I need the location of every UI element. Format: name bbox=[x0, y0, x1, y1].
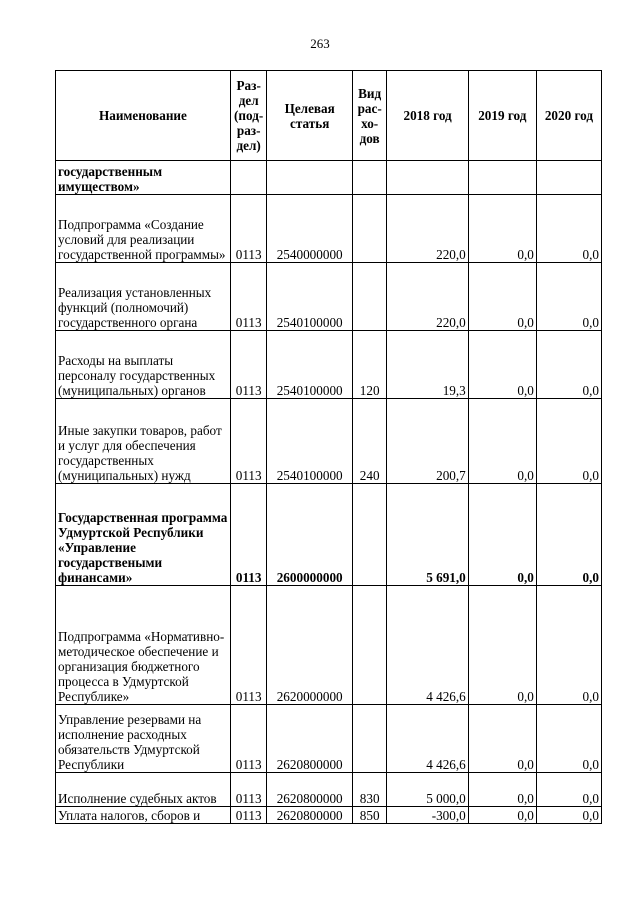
header-section: Раз- дел (под- раз- дел) bbox=[230, 71, 267, 161]
cell-section: 0113 bbox=[230, 586, 267, 705]
cell-2020: 0,0 bbox=[536, 331, 601, 399]
cell-section: 0113 bbox=[230, 331, 267, 399]
cell-2018: 200,7 bbox=[387, 399, 468, 484]
cell-2018: 4 426,6 bbox=[387, 586, 468, 705]
cell-2020: 0,0 bbox=[536, 195, 601, 263]
table-header-row bbox=[56, 71, 602, 161]
table-row bbox=[56, 807, 602, 824]
cell-name: Подпрограмма «Создание условий для реализации государственной программы» bbox=[56, 195, 231, 263]
header-2020: 2020 год bbox=[536, 71, 601, 161]
cell-2019: 0,0 bbox=[468, 331, 536, 399]
cell-2018 bbox=[387, 161, 468, 195]
cell-name: Расходы на выплаты персоналу государственных (муниципальных) органов bbox=[56, 331, 231, 399]
cell-name: Государственная программа Удмуртской Республики «Управление государствеными финансами» bbox=[56, 484, 231, 586]
header-2019: 2019 год bbox=[468, 71, 536, 161]
cell-2019: 0,0 bbox=[468, 399, 536, 484]
cell-2019: 0,0 bbox=[468, 484, 536, 586]
cell-target: 2620800000 bbox=[267, 807, 352, 824]
cell-name: Подпрограмма «Нормативно-методическое обеспечение и организация бюджетного процесса в Удмуртской Республике» bbox=[56, 586, 231, 705]
cell-target: 2540100000 bbox=[267, 331, 352, 399]
table-row bbox=[56, 399, 602, 484]
table-row bbox=[56, 586, 602, 705]
cell-2018: 220,0 bbox=[387, 195, 468, 263]
cell-2020: 0,0 bbox=[536, 484, 601, 586]
table-row bbox=[56, 773, 602, 807]
budget-table bbox=[55, 70, 602, 824]
table-row bbox=[56, 161, 602, 195]
cell-type bbox=[352, 484, 387, 586]
cell-type: 240 bbox=[352, 399, 387, 484]
cell-2020 bbox=[536, 161, 601, 195]
cell-2020: 0,0 bbox=[536, 263, 601, 331]
cell-2019 bbox=[468, 161, 536, 195]
table-row bbox=[56, 263, 602, 331]
table-row bbox=[56, 195, 602, 263]
cell-2018: 5 691,0 bbox=[387, 484, 468, 586]
cell-2018: 4 426,6 bbox=[387, 705, 468, 773]
cell-type: 830 bbox=[352, 773, 387, 807]
header-2018: 2018 год bbox=[387, 71, 468, 161]
cell-2020: 0,0 bbox=[536, 705, 601, 773]
header-target: Целевая статья bbox=[267, 71, 352, 161]
cell-2018: 5 000,0 bbox=[387, 773, 468, 807]
cell-name: Иные закупки товаров, работ и услуг для обеспечения государственных (муниципальных) нужд bbox=[56, 399, 231, 484]
cell-2019: 0,0 bbox=[468, 195, 536, 263]
cell-2019: 0,0 bbox=[468, 263, 536, 331]
cell-target: 2600000000 bbox=[267, 484, 352, 586]
cell-2018: -300,0 bbox=[387, 807, 468, 824]
cell-type bbox=[352, 586, 387, 705]
cell-section: 0113 bbox=[230, 399, 267, 484]
cell-section: 0113 bbox=[230, 195, 267, 263]
cell-name: Уплата налогов, сборов и bbox=[56, 807, 231, 824]
cell-section: 0113 bbox=[230, 263, 267, 331]
cell-target: 2540100000 bbox=[267, 263, 352, 331]
cell-target: 2540100000 bbox=[267, 399, 352, 484]
cell-2018: 220,0 bbox=[387, 263, 468, 331]
cell-section: 0113 bbox=[230, 807, 267, 824]
cell-target: 2620800000 bbox=[267, 773, 352, 807]
cell-section: 0113 bbox=[230, 705, 267, 773]
header-type: Вид рас- хо- дов bbox=[352, 71, 387, 161]
cell-name: Управление резервами на исполнение расходных обязательств Удмуртской Республики bbox=[56, 705, 231, 773]
cell-type: 120 bbox=[352, 331, 387, 399]
table-row bbox=[56, 705, 602, 773]
cell-target: 2540000000 bbox=[267, 195, 352, 263]
table-body bbox=[56, 161, 602, 824]
cell-type bbox=[352, 705, 387, 773]
cell-section: 0113 bbox=[230, 773, 267, 807]
table-row bbox=[56, 484, 602, 586]
cell-type bbox=[352, 263, 387, 331]
cell-section: 0113 bbox=[230, 484, 267, 586]
cell-type: 850 bbox=[352, 807, 387, 824]
cell-type bbox=[352, 161, 387, 195]
cell-target bbox=[267, 161, 352, 195]
cell-2019: 0,0 bbox=[468, 773, 536, 807]
cell-target: 2620800000 bbox=[267, 705, 352, 773]
cell-2020: 0,0 bbox=[536, 399, 601, 484]
cell-2020: 0,0 bbox=[536, 586, 601, 705]
table-row bbox=[56, 331, 602, 399]
cell-name: Реализация установленных функций (полномочий) государственного органа bbox=[56, 263, 231, 331]
cell-2020: 0,0 bbox=[536, 773, 601, 807]
cell-target: 2620000000 bbox=[267, 586, 352, 705]
cell-2019: 0,0 bbox=[468, 807, 536, 824]
page-number: 263 bbox=[310, 36, 330, 51]
cell-2019: 0,0 bbox=[468, 705, 536, 773]
cell-2018: 19,3 bbox=[387, 331, 468, 399]
header-name: Наименование bbox=[56, 71, 231, 161]
cell-name: Исполнение судебных актов bbox=[56, 773, 231, 807]
cell-name: государственным имуществом» bbox=[56, 161, 231, 195]
cell-2020: 0,0 bbox=[536, 807, 601, 824]
cell-section bbox=[230, 161, 267, 195]
cell-type bbox=[352, 195, 387, 263]
cell-2019: 0,0 bbox=[468, 586, 536, 705]
